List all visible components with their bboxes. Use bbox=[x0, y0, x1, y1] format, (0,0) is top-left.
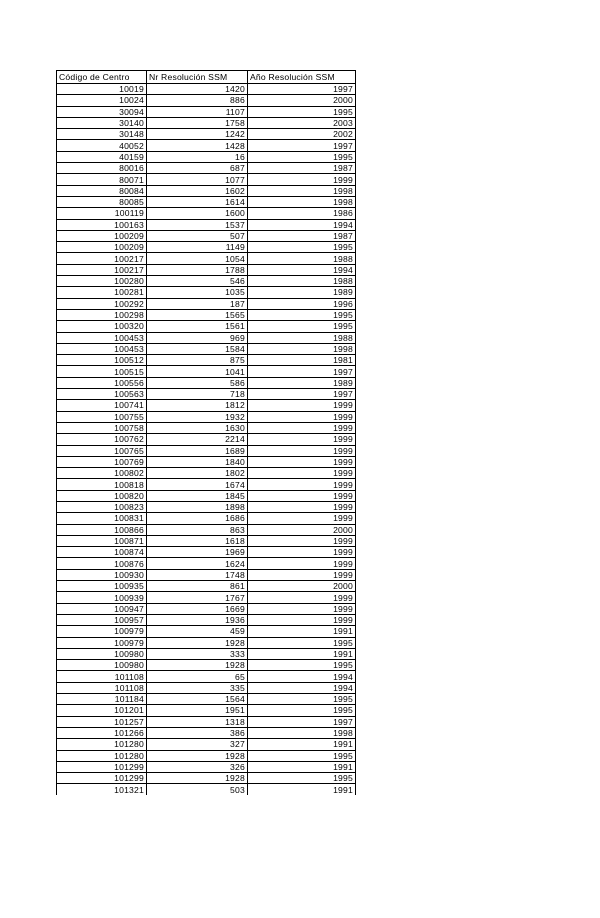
cell-codigo-centro: 80016 bbox=[57, 163, 147, 174]
table-header bbox=[57, 71, 356, 84]
table-row bbox=[57, 468, 356, 479]
cell-codigo-centro: 100163 bbox=[57, 219, 147, 230]
cell-codigo-centro: 100935 bbox=[57, 581, 147, 592]
cell-nr-resolucion: 1928 bbox=[147, 660, 248, 671]
cell-nr-resolucion: 1845 bbox=[147, 490, 248, 501]
cell-ano-resolucion: 1989 bbox=[248, 287, 356, 298]
table-row bbox=[57, 377, 356, 388]
cell-nr-resolucion: 1420 bbox=[147, 84, 248, 95]
cell-nr-resolucion: 1748 bbox=[147, 569, 248, 580]
cell-nr-resolucion: 1584 bbox=[147, 343, 248, 354]
cell-codigo-centro: 100209 bbox=[57, 242, 147, 253]
cell-codigo-centro: 100820 bbox=[57, 490, 147, 501]
cell-codigo-centro: 100765 bbox=[57, 445, 147, 456]
table-row bbox=[57, 569, 356, 580]
table-row bbox=[57, 434, 356, 445]
header-nr-resolucion: Nr Resolución SSM bbox=[147, 71, 248, 84]
table-row bbox=[57, 117, 356, 128]
header-ano-resolucion: Año Resolución SSM bbox=[248, 71, 356, 84]
cell-codigo-centro: 100939 bbox=[57, 592, 147, 603]
cell-ano-resolucion: 1999 bbox=[248, 569, 356, 580]
cell-ano-resolucion: 1994 bbox=[248, 671, 356, 682]
cell-codigo-centro: 101266 bbox=[57, 727, 147, 738]
cell-codigo-centro: 100515 bbox=[57, 366, 147, 377]
cell-codigo-centro: 40159 bbox=[57, 151, 147, 162]
cell-codigo-centro: 100979 bbox=[57, 637, 147, 648]
cell-ano-resolucion: 1997 bbox=[248, 84, 356, 95]
cell-ano-resolucion: 1994 bbox=[248, 682, 356, 693]
cell-nr-resolucion: 1318 bbox=[147, 716, 248, 727]
cell-ano-resolucion: 1991 bbox=[248, 761, 356, 772]
cell-codigo-centro: 101184 bbox=[57, 694, 147, 705]
table-row bbox=[57, 140, 356, 151]
table-row bbox=[57, 208, 356, 219]
table-row bbox=[57, 784, 356, 795]
cell-ano-resolucion: 2000 bbox=[248, 524, 356, 535]
table-row bbox=[57, 603, 356, 614]
cell-codigo-centro: 101299 bbox=[57, 761, 147, 772]
table-row bbox=[57, 501, 356, 512]
cell-nr-resolucion: 1602 bbox=[147, 185, 248, 196]
cell-ano-resolucion: 1995 bbox=[248, 750, 356, 761]
cell-nr-resolucion: 546 bbox=[147, 276, 248, 287]
cell-codigo-centro: 100762 bbox=[57, 434, 147, 445]
cell-ano-resolucion: 1998 bbox=[248, 196, 356, 207]
cell-nr-resolucion: 1669 bbox=[147, 603, 248, 614]
table-row bbox=[57, 422, 356, 433]
cell-nr-resolucion: 2214 bbox=[147, 434, 248, 445]
table-row bbox=[57, 547, 356, 558]
header-row bbox=[57, 71, 356, 84]
table-row bbox=[57, 524, 356, 535]
cell-codigo-centro: 100292 bbox=[57, 298, 147, 309]
cell-codigo-centro: 101321 bbox=[57, 784, 147, 795]
cell-nr-resolucion: 1041 bbox=[147, 366, 248, 377]
cell-codigo-centro: 100217 bbox=[57, 264, 147, 275]
cell-nr-resolucion: 1767 bbox=[147, 592, 248, 603]
cell-nr-resolucion: 1936 bbox=[147, 614, 248, 625]
cell-nr-resolucion: 1242 bbox=[147, 129, 248, 140]
cell-codigo-centro: 10024 bbox=[57, 95, 147, 106]
header-codigo-centro: Código de Centro bbox=[57, 71, 147, 84]
cell-codigo-centro: 10019 bbox=[57, 84, 147, 95]
cell-ano-resolucion: 2000 bbox=[248, 581, 356, 592]
cell-nr-resolucion: 1614 bbox=[147, 196, 248, 207]
cell-nr-resolucion: 886 bbox=[147, 95, 248, 106]
table-row bbox=[57, 761, 356, 772]
cell-codigo-centro: 100979 bbox=[57, 626, 147, 637]
cell-nr-resolucion: 65 bbox=[147, 671, 248, 682]
table-row bbox=[57, 456, 356, 467]
cell-nr-resolucion: 863 bbox=[147, 524, 248, 535]
cell-nr-resolucion: 1564 bbox=[147, 694, 248, 705]
cell-nr-resolucion: 327 bbox=[147, 739, 248, 750]
cell-nr-resolucion: 1802 bbox=[147, 468, 248, 479]
table-row bbox=[57, 479, 356, 490]
cell-codigo-centro: 100556 bbox=[57, 377, 147, 388]
cell-nr-resolucion: 1969 bbox=[147, 547, 248, 558]
cell-nr-resolucion: 1107 bbox=[147, 106, 248, 117]
cell-codigo-centro: 101280 bbox=[57, 739, 147, 750]
table-row bbox=[57, 174, 356, 185]
cell-ano-resolucion: 1999 bbox=[248, 400, 356, 411]
cell-ano-resolucion: 1995 bbox=[248, 660, 356, 671]
cell-codigo-centro: 100957 bbox=[57, 614, 147, 625]
cell-ano-resolucion: 1995 bbox=[248, 309, 356, 320]
cell-ano-resolucion: 1995 bbox=[248, 242, 356, 253]
table-row bbox=[57, 682, 356, 693]
cell-ano-resolucion: 1995 bbox=[248, 321, 356, 332]
cell-ano-resolucion: 1994 bbox=[248, 219, 356, 230]
cell-ano-resolucion: 2002 bbox=[248, 129, 356, 140]
cell-ano-resolucion: 1999 bbox=[248, 501, 356, 512]
cell-codigo-centro: 30094 bbox=[57, 106, 147, 117]
cell-ano-resolucion: 1981 bbox=[248, 355, 356, 366]
cell-nr-resolucion: 1928 bbox=[147, 750, 248, 761]
cell-ano-resolucion: 1999 bbox=[248, 411, 356, 422]
table-row bbox=[57, 773, 356, 784]
cell-ano-resolucion: 1989 bbox=[248, 377, 356, 388]
cell-ano-resolucion: 1988 bbox=[248, 276, 356, 287]
table-row bbox=[57, 84, 356, 95]
cell-ano-resolucion: 1994 bbox=[248, 264, 356, 275]
cell-nr-resolucion: 333 bbox=[147, 648, 248, 659]
cell-ano-resolucion: 1987 bbox=[248, 163, 356, 174]
cell-ano-resolucion: 1996 bbox=[248, 298, 356, 309]
table-row bbox=[57, 185, 356, 196]
cell-codigo-centro: 100947 bbox=[57, 603, 147, 614]
cell-nr-resolucion: 1788 bbox=[147, 264, 248, 275]
cell-ano-resolucion: 1999 bbox=[248, 535, 356, 546]
cell-ano-resolucion: 1991 bbox=[248, 626, 356, 637]
table-row bbox=[57, 671, 356, 682]
table-row bbox=[57, 411, 356, 422]
table-row bbox=[57, 95, 356, 106]
cell-ano-resolucion: 1991 bbox=[248, 784, 356, 795]
cell-codigo-centro: 80085 bbox=[57, 196, 147, 207]
cell-nr-resolucion: 861 bbox=[147, 581, 248, 592]
table-row bbox=[57, 389, 356, 400]
cell-codigo-centro: 40052 bbox=[57, 140, 147, 151]
cell-nr-resolucion: 1537 bbox=[147, 219, 248, 230]
cell-codigo-centro: 100453 bbox=[57, 332, 147, 343]
cell-codigo-centro: 101108 bbox=[57, 671, 147, 682]
table-row bbox=[57, 321, 356, 332]
cell-nr-resolucion: 1898 bbox=[147, 501, 248, 512]
cell-nr-resolucion: 1674 bbox=[147, 479, 248, 490]
cell-ano-resolucion: 2003 bbox=[248, 117, 356, 128]
cell-nr-resolucion: 503 bbox=[147, 784, 248, 795]
cell-ano-resolucion: 1986 bbox=[248, 208, 356, 219]
table-row bbox=[57, 253, 356, 264]
table-row bbox=[57, 513, 356, 524]
cell-ano-resolucion: 1999 bbox=[248, 603, 356, 614]
cell-ano-resolucion: 1999 bbox=[248, 513, 356, 524]
cell-codigo-centro: 100320 bbox=[57, 321, 147, 332]
cell-ano-resolucion: 1997 bbox=[248, 716, 356, 727]
cell-nr-resolucion: 386 bbox=[147, 727, 248, 738]
cell-codigo-centro: 101299 bbox=[57, 773, 147, 784]
cell-nr-resolucion: 586 bbox=[147, 377, 248, 388]
cell-nr-resolucion: 1054 bbox=[147, 253, 248, 264]
cell-codigo-centro: 100874 bbox=[57, 547, 147, 558]
table-row bbox=[57, 298, 356, 309]
cell-codigo-centro: 100831 bbox=[57, 513, 147, 524]
cell-nr-resolucion: 326 bbox=[147, 761, 248, 772]
table-row bbox=[57, 151, 356, 162]
cell-codigo-centro: 100298 bbox=[57, 309, 147, 320]
cell-ano-resolucion: 1999 bbox=[248, 174, 356, 185]
cell-codigo-centro: 101257 bbox=[57, 716, 147, 727]
cell-ano-resolucion: 1999 bbox=[248, 468, 356, 479]
cell-nr-resolucion: 1077 bbox=[147, 174, 248, 185]
table-row bbox=[57, 219, 356, 230]
table-row bbox=[57, 626, 356, 637]
cell-nr-resolucion: 1686 bbox=[147, 513, 248, 524]
cell-ano-resolucion: 1995 bbox=[248, 773, 356, 784]
cell-nr-resolucion: 875 bbox=[147, 355, 248, 366]
cell-ano-resolucion: 1997 bbox=[248, 140, 356, 151]
cell-nr-resolucion: 969 bbox=[147, 332, 248, 343]
table-row bbox=[57, 400, 356, 411]
table-row bbox=[57, 129, 356, 140]
cell-codigo-centro: 30148 bbox=[57, 129, 147, 140]
cell-ano-resolucion: 1999 bbox=[248, 558, 356, 569]
cell-codigo-centro: 100741 bbox=[57, 400, 147, 411]
table-row bbox=[57, 592, 356, 603]
cell-ano-resolucion: 1999 bbox=[248, 592, 356, 603]
cell-ano-resolucion: 1999 bbox=[248, 445, 356, 456]
cell-ano-resolucion: 1999 bbox=[248, 434, 356, 445]
cell-codigo-centro: 100980 bbox=[57, 660, 147, 671]
table-row bbox=[57, 535, 356, 546]
cell-ano-resolucion: 1987 bbox=[248, 230, 356, 241]
cell-nr-resolucion: 459 bbox=[147, 626, 248, 637]
cell-nr-resolucion: 1428 bbox=[147, 140, 248, 151]
cell-nr-resolucion: 1758 bbox=[147, 117, 248, 128]
table-row bbox=[57, 581, 356, 592]
cell-codigo-centro: 100871 bbox=[57, 535, 147, 546]
table-row bbox=[57, 750, 356, 761]
cell-codigo-centro: 100755 bbox=[57, 411, 147, 422]
resolution-table bbox=[56, 70, 356, 795]
table-row bbox=[57, 637, 356, 648]
cell-ano-resolucion: 1995 bbox=[248, 705, 356, 716]
table-row bbox=[57, 727, 356, 738]
cell-codigo-centro: 100209 bbox=[57, 230, 147, 241]
table-row bbox=[57, 694, 356, 705]
cell-codigo-centro: 100818 bbox=[57, 479, 147, 490]
cell-nr-resolucion: 1624 bbox=[147, 558, 248, 569]
cell-codigo-centro: 100217 bbox=[57, 253, 147, 264]
cell-codigo-centro: 100119 bbox=[57, 208, 147, 219]
cell-ano-resolucion: 1995 bbox=[248, 694, 356, 705]
table-row bbox=[57, 230, 356, 241]
table-body bbox=[57, 84, 356, 795]
cell-codigo-centro: 100563 bbox=[57, 389, 147, 400]
table-row bbox=[57, 660, 356, 671]
cell-nr-resolucion: 1689 bbox=[147, 445, 248, 456]
cell-ano-resolucion: 1997 bbox=[248, 366, 356, 377]
cell-nr-resolucion: 1928 bbox=[147, 637, 248, 648]
table-row bbox=[57, 705, 356, 716]
cell-nr-resolucion: 16 bbox=[147, 151, 248, 162]
cell-ano-resolucion: 1998 bbox=[248, 727, 356, 738]
cell-nr-resolucion: 1561 bbox=[147, 321, 248, 332]
cell-ano-resolucion: 1998 bbox=[248, 343, 356, 354]
cell-codigo-centro: 100980 bbox=[57, 648, 147, 659]
cell-codigo-centro: 100876 bbox=[57, 558, 147, 569]
cell-codigo-centro: 100758 bbox=[57, 422, 147, 433]
table-row bbox=[57, 445, 356, 456]
cell-codigo-centro: 100453 bbox=[57, 343, 147, 354]
cell-ano-resolucion: 1995 bbox=[248, 151, 356, 162]
cell-nr-resolucion: 1951 bbox=[147, 705, 248, 716]
cell-codigo-centro: 100930 bbox=[57, 569, 147, 580]
cell-ano-resolucion: 1995 bbox=[248, 106, 356, 117]
cell-ano-resolucion: 1997 bbox=[248, 389, 356, 400]
table-row bbox=[57, 264, 356, 275]
cell-ano-resolucion: 1991 bbox=[248, 648, 356, 659]
table-row bbox=[57, 196, 356, 207]
table-row bbox=[57, 106, 356, 117]
table-row bbox=[57, 309, 356, 320]
cell-ano-resolucion: 1988 bbox=[248, 253, 356, 264]
cell-codigo-centro: 30140 bbox=[57, 117, 147, 128]
cell-nr-resolucion: 1812 bbox=[147, 400, 248, 411]
cell-nr-resolucion: 187 bbox=[147, 298, 248, 309]
cell-ano-resolucion: 1999 bbox=[248, 547, 356, 558]
table-row bbox=[57, 366, 356, 377]
table-row bbox=[57, 558, 356, 569]
cell-ano-resolucion: 2000 bbox=[248, 95, 356, 106]
cell-ano-resolucion: 1999 bbox=[248, 422, 356, 433]
cell-nr-resolucion: 1932 bbox=[147, 411, 248, 422]
table-row bbox=[57, 287, 356, 298]
cell-codigo-centro: 100281 bbox=[57, 287, 147, 298]
cell-codigo-centro: 100280 bbox=[57, 276, 147, 287]
cell-codigo-centro: 100512 bbox=[57, 355, 147, 366]
cell-ano-resolucion: 1999 bbox=[248, 614, 356, 625]
cell-ano-resolucion: 1999 bbox=[248, 490, 356, 501]
table-row bbox=[57, 648, 356, 659]
cell-codigo-centro: 80084 bbox=[57, 185, 147, 196]
cell-ano-resolucion: 1995 bbox=[248, 637, 356, 648]
table-row bbox=[57, 716, 356, 727]
cell-nr-resolucion: 1840 bbox=[147, 456, 248, 467]
cell-nr-resolucion: 687 bbox=[147, 163, 248, 174]
table-row bbox=[57, 739, 356, 750]
cell-nr-resolucion: 1928 bbox=[147, 773, 248, 784]
cell-nr-resolucion: 335 bbox=[147, 682, 248, 693]
spreadsheet-area bbox=[56, 70, 356, 795]
cell-codigo-centro: 100866 bbox=[57, 524, 147, 535]
cell-ano-resolucion: 1999 bbox=[248, 479, 356, 490]
cell-codigo-centro: 101108 bbox=[57, 682, 147, 693]
cell-codigo-centro: 100769 bbox=[57, 456, 147, 467]
cell-codigo-centro: 80071 bbox=[57, 174, 147, 185]
cell-ano-resolucion: 1999 bbox=[248, 456, 356, 467]
table-row bbox=[57, 614, 356, 625]
table-row bbox=[57, 163, 356, 174]
table-row bbox=[57, 490, 356, 501]
table-row bbox=[57, 242, 356, 253]
table-row bbox=[57, 355, 356, 366]
cell-nr-resolucion: 718 bbox=[147, 389, 248, 400]
cell-ano-resolucion: 1988 bbox=[248, 332, 356, 343]
cell-ano-resolucion: 1998 bbox=[248, 185, 356, 196]
cell-nr-resolucion: 1565 bbox=[147, 309, 248, 320]
cell-codigo-centro: 100823 bbox=[57, 501, 147, 512]
cell-nr-resolucion: 1618 bbox=[147, 535, 248, 546]
cell-nr-resolucion: 1630 bbox=[147, 422, 248, 433]
table-row bbox=[57, 276, 356, 287]
cell-codigo-centro: 101201 bbox=[57, 705, 147, 716]
cell-nr-resolucion: 1600 bbox=[147, 208, 248, 219]
cell-nr-resolucion: 1149 bbox=[147, 242, 248, 253]
cell-codigo-centro: 100802 bbox=[57, 468, 147, 479]
table-row bbox=[57, 332, 356, 343]
cell-nr-resolucion: 1035 bbox=[147, 287, 248, 298]
table-row bbox=[57, 343, 356, 354]
cell-nr-resolucion: 507 bbox=[147, 230, 248, 241]
cell-codigo-centro: 101280 bbox=[57, 750, 147, 761]
cell-ano-resolucion: 1991 bbox=[248, 739, 356, 750]
